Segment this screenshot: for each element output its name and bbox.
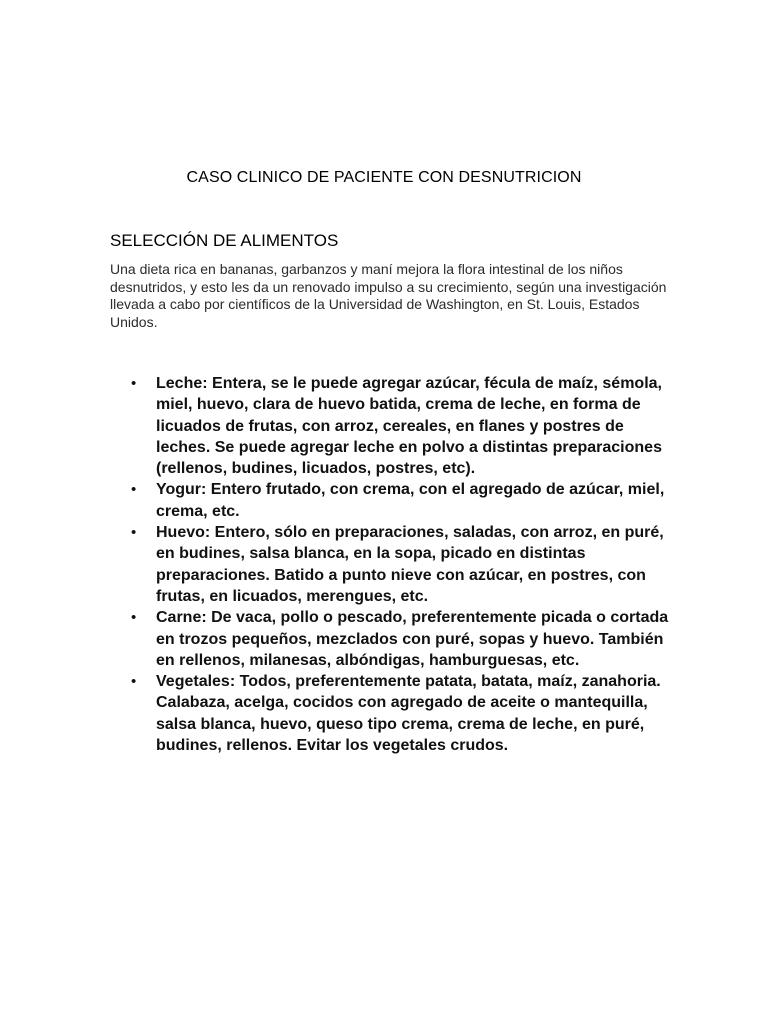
list-item-yogur (110, 479, 670, 522)
section-heading: SELECCIÓN DE ALIMENTOS (110, 231, 339, 250)
list-item-leche (110, 373, 670, 479)
list-item-vegetales (110, 671, 670, 756)
bullet-icon: • (131, 609, 137, 627)
list-item-text: Carne: De vaca, pollo o pescado, preferentemente picada o cortada en trozos pequeños, mezclados con puré, sopas y huevo. También en rellenos, milanesas, albóndigas, hamburguesas, etc. (156, 609, 669, 669)
list-item-text: Vegetales: Todos, preferentemente patata, batata, maíz, zanahoria. Calabaza, acelga, cocidos con agregado de aceite o mantequilla, salsa blanca, huevo, queso tipo crema, crema de leche, en puré, budines, rellenos. Evitar los vegetales crudos. (156, 673, 661, 755)
intro-paragraph: Una dieta rica en bananas, garbanzos y maní mejora la flora intestinal de los niños desnutridos, y esto les da un renovado impulso a su crecimiento, según una investigación llevada a cabo por científicos de la Universidad de Washington, en St. Louis, Estados Unidos. (110, 261, 667, 330)
list-item-huevo (110, 522, 670, 607)
list-item-text: Yogur: Entero frutado, con crema, con el agregado de azúcar, miel, crema, etc. (156, 481, 665, 520)
list-item-carne (110, 607, 670, 671)
list-item-text: Huevo: Entero, sólo en preparaciones, saladas, con arroz, en puré, en budines, salsa blanca, en la sopa, picado en distintas preparaciones. Batido a punto nieve con azúcar, en postres, con frutas, en licuados, merengues, etc. (156, 524, 664, 605)
bullet-icon: • (131, 673, 137, 691)
bullet-icon: • (131, 375, 137, 392)
document-title: CASO CLINICO DE PACIENTE CON DESNUTRICION (186, 169, 582, 186)
bullet-icon: • (131, 524, 137, 542)
list-item-text: Leche: Entera, se le puede agregar azúcar, fécula de maíz, sémola, miel, huevo, clara de huevo batida, crema de leche, en forma de licuados de frutas, con arroz, cereales, en flanes y postres de leches. Se puede agregar leche en polvo a distintas preparaciones (rellenos, budines, licuados, postres, etc). (156, 375, 662, 478)
food-list (110, 373, 670, 756)
bullet-icon: • (131, 481, 137, 499)
